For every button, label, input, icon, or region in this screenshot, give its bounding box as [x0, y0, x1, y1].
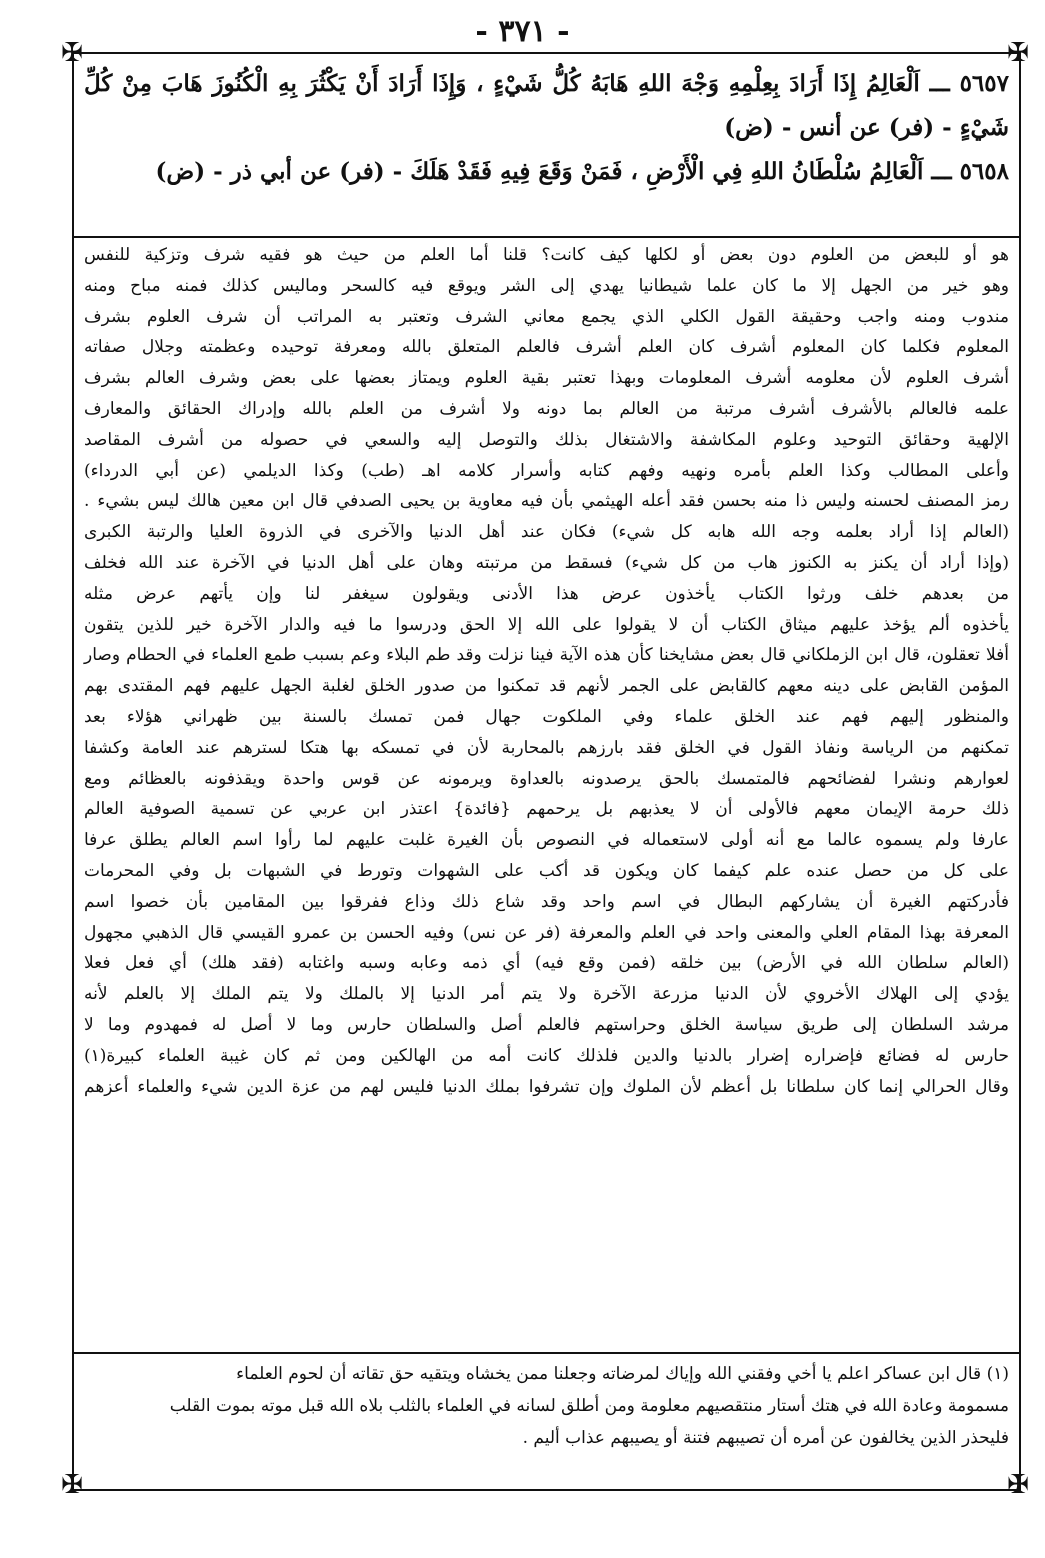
hadith-divider: [72, 236, 1021, 238]
hadith-5657: ٥٦٥٧ ـــ اَلْعَالِمُ إِذَا أَرَادَ بِعِلْمِهِ وَجْهَ اللهِ هَابَهُ كُلُّ شَيْءٍ ، وَإِذَا أَرَادَ أَنْ يَكْثُرَ بِهِ الْكُنُوزَ هَابَ مِنْ كُلِّ شَيْءٍ - (فر) عن أنس - (ض): [84, 70, 1009, 141]
footnote-line: مسمومة وعادة الله في هتك أستار منتقصيهم معلومة ومن أطلق لسانه في العلماء بالثلب بلاه الله قبل موته بموت القلب: [169, 1396, 1009, 1416]
footnote-line: (١) قال ابن عساكر اعلم يا أخي وفقني الله وإياك لمرضاته وجعلنا ممن يخشاه ويتقيه حق تقاته أن لحوم العلماء: [236, 1364, 1009, 1384]
corner-ornament-icon: ✠: [1007, 1470, 1029, 1500]
commentary-line: ذلك حرمة الإيمان معهم فالأولى أن لا يعذبهم بل يرحمهم {فائدة} اعتذر ابن عربي عن تسمية الصوفية العالم: [84, 799, 1009, 820]
footnote-line: فليحذر الذين يخالفون عن أمره أن تصيبهم فتنة أو يصيبهم عذاب أليم .: [522, 1428, 1009, 1448]
commentary-line: مندوب ومنه واجب وحقيقة القول الكلي الذي يجمع معاني الشرف وتعتبر به المراتب أن شرف العلوم بشرف: [84, 306, 1009, 327]
commentary-line: أفلا تعقلون، قال ابن الزملكاني قال بعض مشايخنا كأن هذه الآية فينا نزلت وقد طم البلاء وعم بسبب طمع العلماء في الحطام وصار: [84, 645, 1009, 666]
hadith-5658: ٥٦٥٨ ـــ اَلْعَالِمُ سُلْطَانُ اللهِ فِي الْأَرْضِ ، فَمَنْ وَقَعَ فِيهِ فَقَدْ هَلَكَ - (فر) عن أبي ذر - (ض): [155, 158, 1009, 185]
footnote-divider: [72, 1352, 1021, 1354]
page-number: - ٣٧١ -: [475, 14, 570, 49]
commentary-line: فأدركتهم الغيرة أن يشاركهم البطال في اسم واحد وقد شاع ذلك وذاع ففرقوا بين المقامين بأن خصوا اسم: [84, 891, 1009, 912]
hadith-block: [84, 62, 1009, 232]
commentary-line: لعوارهم ونشرا لفضائحهم فالمتمسك بالحق يرصدونه بالعداوة ويرمونه عن قوس واحدة ويقذفونه بالعظائم ومع: [84, 768, 1009, 789]
commentary-line: (العالم سلطان الله في الأرض) بين خلقه (فمن وقع فيه) أي ذمه وعابه وسبه واغتابه (فقد هلك) أي فعل فعلا: [84, 953, 1009, 974]
commentary: [84, 240, 1009, 1348]
commentary-line: علمه فالعالم بالأشرف أشرف مرتبة من العالم بما دونه ولا أشرف من العلم بالله وإدراك الحقائق والمعارف: [84, 398, 1009, 419]
commentary-line: هو أو للبعض من العلوم دون بعض أو لكلها كيف كانت؟ قلنا أما العلم من حيث هو فقيه شرف وتزكية للنفس: [84, 245, 1009, 265]
commentary-line: عارفا ولم يسموه عالما مع أنه أولى لاستعماله في النصوص بأن الغيرة غلبت عليهم لما رأوا اسم العالم يطلق عرفا: [84, 830, 1009, 851]
commentary-line: المؤمن القابض على دينه معهم كالقابض على الجمر لأنهم قد تمكنوا من صدور الخلق لغلبة الجهل عليهم فهم المقتدى بهم: [84, 676, 1009, 697]
commentary-line: من بعدهم خلف ورثوا الكتاب يأخذون عرض هذا الأدنى ويقولون سيغفر لنا وإن يأتهم عرض مثله: [84, 583, 1009, 604]
commentary-line: يؤدي إلى الهلاك الأخروي لأن الدنيا مزرعة الآخرة ولا يتم أمر الدنيا إلا بالملك ولا يتم الملك إلا بالعلم لأنه: [84, 984, 1009, 1005]
corner-ornament-icon: ✠: [61, 38, 83, 68]
commentary-line: المعرفة بهذا المقام العلي والمعنى واحد في العلم والمعرفة (فر عن نس) وفيه الحسن بن عمرو القيسي قال الذهبي مجهول: [84, 922, 1009, 943]
commentary-line: وهو خير من الجهل إلا ما كان علما شيطانيا يهدي إلى الشر ويوقع فيه كالسحر وماليس كذلك فمنه مباح ومنه: [84, 275, 1009, 296]
commentary-line: تمكنهم من الرياسة ونفاذ القول في الخلق فقد بارزهم بالمحاربة لأن في تمسكه بها هتكا لسترهم عند العامة وكشفا: [84, 737, 1009, 758]
commentary-line: وقال الحرالي إنما كان سلطانا بل أعظم لأن الملوك وإن تشرفوا بملك الدنيا فليس لهم من عزة الدين شيء والعلماء أعزهم: [84, 1076, 1009, 1097]
commentary-line: على كل من حصل عنده علم كيفما كان ويكون قد أكب على الشهوات وتورط في الشبهات بل وفي المحرمات: [84, 860, 1009, 881]
commentary-line: والمنظور إليهم فهم عند الخلق علماء وفي الملكوت جهال فمن تمسك بالسنة بين ظهراني هؤلاء بعد: [84, 706, 1009, 727]
footnote: [84, 1358, 1009, 1478]
commentary-line: أشرف العلوم لأن معلومه أشرف المعلومات وبهذا تعتبر بقية العلوم ويمتاز بعضها على بعض وشرف العالم بشرف: [84, 368, 1009, 389]
commentary-line: المعلوم فكلما كان المعلوم أشرف كان العلم أشرف فالعلم المتعلق بالله ومعرفة توحيده وعظمته وجلال صفاته: [84, 337, 1009, 358]
corner-ornament-icon: ✠: [61, 1470, 83, 1500]
commentary-line: يأخذوه ألم يؤخذ عليهم ميثاق الكتاب أن لا يقولوا على الله إلا الحق ودرسوا ما فيه والدار الآخرة خير للذين يتقون: [84, 614, 1009, 635]
commentary-line: (العالم إذا أراد بعلمه وجه الله هابه كل شيء) فكان عند أهل الدنيا والآخرى في الذروة العليا والرتبة الكبرى: [84, 522, 1009, 543]
commentary-line: حارس له فضائع فإضراره إضرار بالدنيا والدين فلذلك كانت أمه من الهالكين ومن ثم كان غيبة العلماء كبيرة(١): [84, 1045, 1009, 1066]
commentary-line: الإلهية وحقائق التوحيد وعلوم المكاشفة والاشتغال بذلك والتوصل إليه والسعي في حصوله من أشرف المقاصد: [84, 429, 1009, 450]
corner-ornament-icon: ✠: [1007, 38, 1029, 68]
commentary-line: وأعلى المطالب وكذا العلم بأمره ونهيه وفهم كتابه وأسرار كلامه اهـ (طب) وكذا الديلمي (عن أبي الدرداء): [84, 460, 1009, 481]
commentary-line: رمز المصنف لحسنه وليس ذا منه بحسن فقد أعله الهيثمي بأن فيه معاوية بن يحيى الصدفي قال ابن معين هالك ليس بشيء .: [84, 491, 1009, 512]
commentary-line: مرشد السلطان إلى طريق سياسة الخلق وحراستهم فالعلم أصل والسلطان حارس وما لا أصل له فمهدوم وما لا: [84, 1014, 1009, 1035]
commentary-line: (وإذا أراد أن يكنز به الكنوز هاب من كل شيء) فسقط من مرتبته وهان على أهل الدنيا في الآخرة عند الله فخلف: [84, 552, 1009, 573]
